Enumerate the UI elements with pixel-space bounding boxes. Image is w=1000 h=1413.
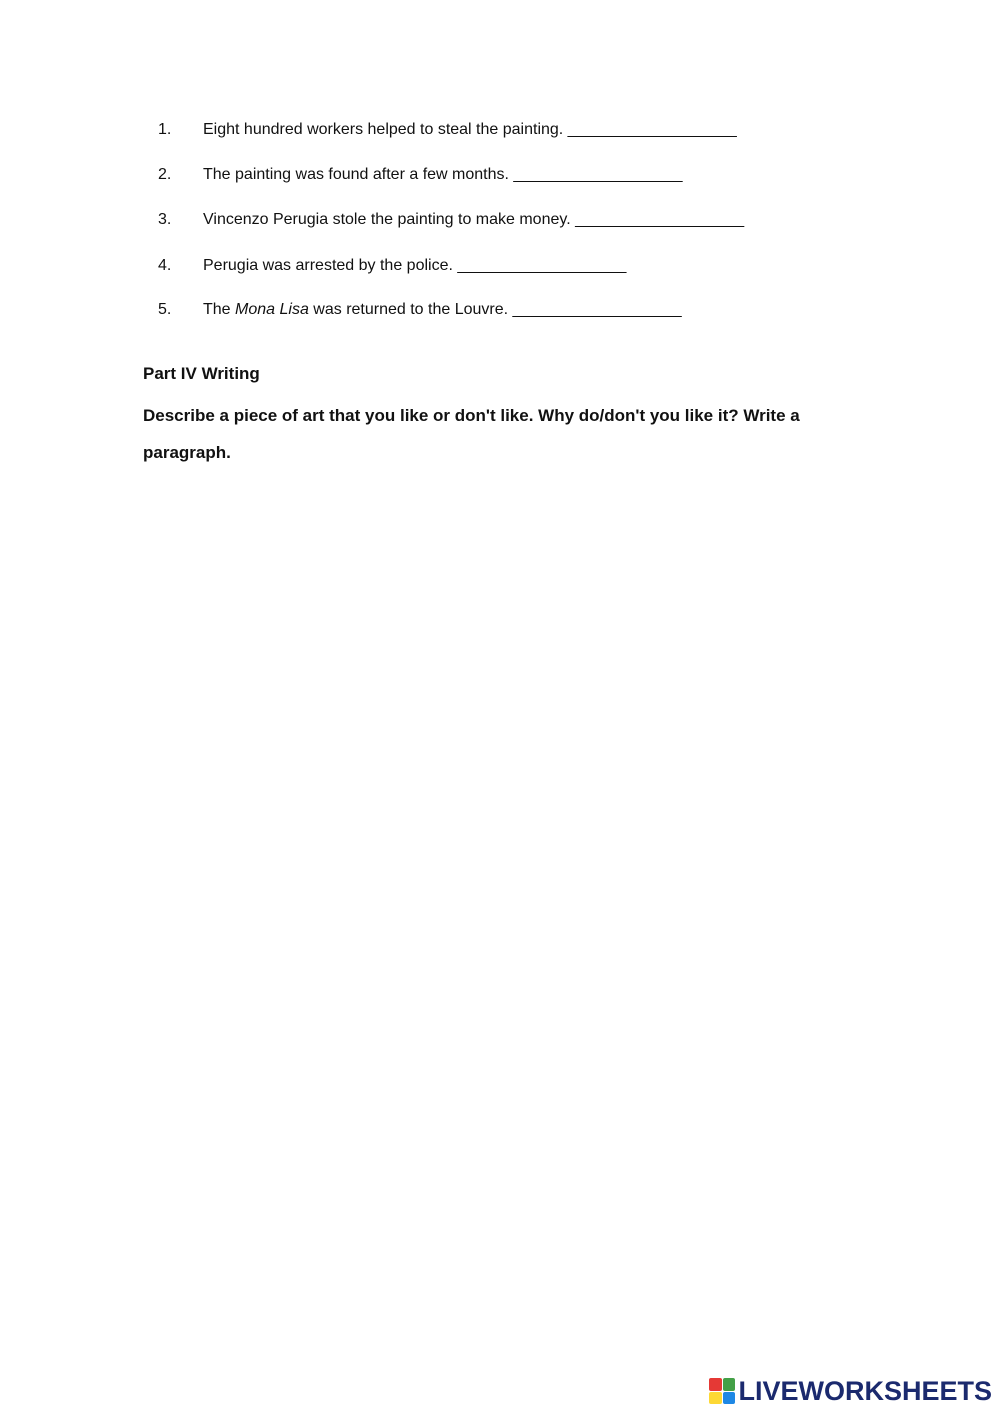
question-number: 4.: [158, 257, 172, 274]
question-text: Vincenzo Perugia stole the painting to make money. ___________________: [203, 211, 745, 228]
liveworksheets-logo: [709, 1375, 992, 1407]
question-text-start: The: [203, 301, 236, 318]
question-text-end: was returned to the Louvre. ___________________: [308, 301, 682, 318]
question-2: [158, 164, 858, 186]
artwork-title: Mona Lisa: [235, 301, 309, 318]
question-text: The painting was found after a few months. ___________________: [203, 166, 683, 183]
question-number: 2.: [158, 166, 172, 183]
question-4: [158, 255, 858, 277]
question-5: [158, 299, 858, 321]
question-number: 5.: [158, 301, 172, 318]
question-number: 1.: [158, 121, 172, 138]
liveworksheets-logo-icon: [709, 1378, 735, 1404]
question-3: [158, 209, 858, 231]
question-number: 3.: [158, 211, 172, 228]
question-text: [203, 301, 682, 318]
liveworksheets-logo-text: LIVEWORKSHEETS: [738, 1376, 992, 1406]
writing-instruction: Describe a piece of art that you like or don't like. Why do/don't you like it? Write a paragraph.: [143, 406, 800, 462]
question-text: Perugia was arrested by the police. ___________________: [203, 257, 627, 274]
question-text: Eight hundred workers helped to steal the painting. ___________________: [203, 121, 737, 138]
section-heading: Part IV Writing: [143, 364, 260, 383]
question-1: [158, 119, 858, 141]
